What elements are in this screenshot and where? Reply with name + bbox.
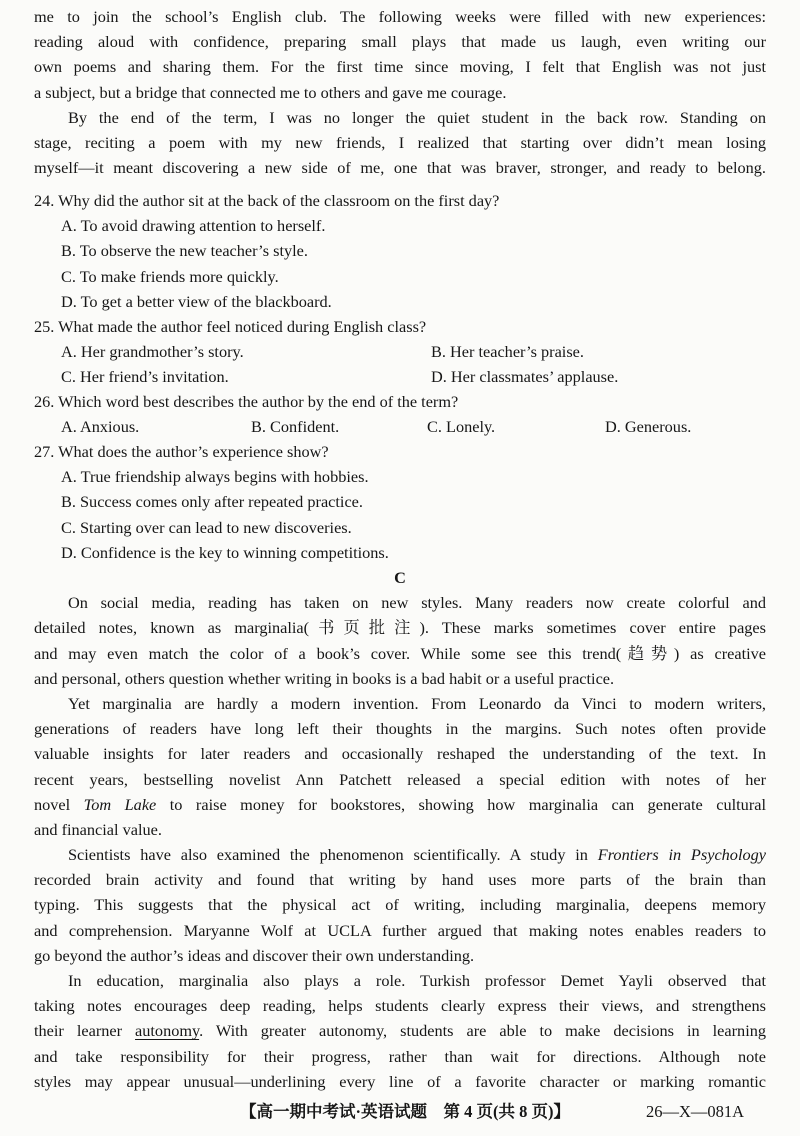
question-stem: 27. What does the author’s experience show?: [34, 442, 329, 461]
option-a: A. To avoid drawing attention to herself.: [61, 216, 326, 236]
passage-line: me to join the school’s English club. The following weeks were filled with new experiences:: [34, 7, 766, 26]
passage-line: On social media, reading has taken on new styles. Many readers now create colorful and: [68, 593, 766, 613]
inline-text: Scientists have also examined the phenomenon scientifically. A study in: [68, 845, 588, 865]
option-d: D. Her classmates’ applause.: [431, 367, 619, 387]
footer-title: 【高一期中考试·英语试题 第 4 页(共 8 页)】: [240, 1102, 570, 1121]
passage-line: [34, 792, 766, 817]
passage-line: taking notes encourages deep reading, helps students clearly express their views, and strengthens: [34, 996, 766, 1016]
passage-b-continuation: [34, 4, 766, 180]
option-b: B. Her teacher’s praise.: [431, 342, 584, 362]
paper-code: 26—X—081A: [646, 1102, 745, 1121]
novel-title: Tom Lake: [83, 794, 157, 814]
option-a: A. Anxious.: [61, 417, 140, 437]
option-a: A. True friendship always begins with hobbies.: [61, 467, 369, 487]
question-27: [34, 439, 766, 565]
inline-text: . With greater autonomy, students are able to make decisions in learning: [199, 1021, 766, 1041]
question-stem: 25. What made the author feel noticed during English class?: [34, 317, 427, 336]
passage-line: reading aloud with confidence, preparing small plays that made us laugh, even writing our: [34, 32, 766, 52]
passage-line: recent years, bestselling novelist Ann Patchett released a special edition with notes of her: [34, 769, 766, 789]
underlined-word: autonomy: [135, 1021, 200, 1041]
option-d: D. Generous.: [605, 417, 692, 437]
passage-line: In education, marginalia also plays a role. Turkish professor Demet Yayli observed that: [68, 971, 766, 990]
passage-line: stage, reciting a poem with my new friends, I realized that starting over didn’t mean losing: [34, 132, 766, 152]
passage-line: generations of readers have long left their thoughts in the margins. Such notes often provide: [34, 719, 766, 739]
option-b: B. Confident.: [251, 417, 340, 437]
passage-line: and may even match the color of a book’s cover. While some see this trend(趋势) as creative: [34, 643, 766, 663]
question-25: [34, 314, 766, 390]
journal-title: Frontiers in Psychology: [597, 845, 766, 865]
passage-line: go beyond the author’s ideas and discover their own understanding.: [34, 945, 475, 965]
question-24: [34, 188, 766, 314]
option-a: A. Her grandmother’s story.: [61, 342, 244, 362]
passage-line: myself—it meant discovering a new side of me, one that was braver, stronger, and ready to belong.: [34, 158, 766, 178]
question-26: [34, 389, 766, 439]
passage-line: and personal, others question whether writing in books is a bad habit or a useful practice.: [34, 668, 615, 688]
passage-line: and financial value.: [34, 819, 162, 839]
passage-line: a subject, but a bridge that connected me to others and gave me courage.: [34, 82, 507, 102]
question-stem: 26. Which word best describes the author by the end of the term?: [34, 392, 459, 411]
section-c: [34, 565, 766, 1094]
passage-line: [34, 842, 766, 867]
option-c: C. Her friend’s invitation.: [61, 367, 229, 387]
option-d: D. Confidence is the key to winning competitions.: [61, 542, 389, 562]
passage-line: typing. This suggests that the physical act of writing, including marginalia, deepens memory: [34, 895, 766, 915]
section-heading: C: [394, 568, 406, 587]
passage-line: own poems and sharing them. For the first time since moving, I felt that English was not just: [34, 57, 766, 77]
passage-line: and take responsibility for their progress, rather than wait for directions. Although note: [34, 1046, 766, 1066]
option-c: C. To make friends more quickly.: [61, 266, 279, 286]
passage-line: and comprehension. Maryanne Wolf at UCLA further argued that making notes enables readers to: [34, 920, 766, 940]
passage-line: detailed notes, known as marginalia(书页批注). These marks sometimes cover entire pages: [34, 618, 766, 638]
option-c: C. Starting over can lead to new discoveries.: [61, 517, 352, 537]
option-c: C. Lonely.: [427, 417, 496, 437]
passage-line: valuable insights for later readers and occasionally reshaped the understanding of the text. In: [34, 744, 766, 764]
page-footer: [0, 1099, 800, 1125]
passage-line: styles may appear unusual—underlining every line of a favorite character or marking romantic: [34, 1071, 766, 1091]
inline-text: novel: [34, 794, 71, 814]
inline-text: to raise money for bookstores, showing how marginalia can generate cultural: [169, 794, 766, 814]
option-b: B. Success comes only after repeated practice.: [61, 492, 363, 512]
passage-line: By the end of the term, I was no longer the quiet student in the back row. Standing on: [68, 107, 766, 127]
option-d: D. To get a better view of the blackboard.: [61, 291, 332, 311]
passage-line: [34, 1018, 766, 1043]
option-b: B. To observe the new teacher’s style.: [61, 241, 308, 261]
inline-text: their learner: [34, 1021, 123, 1041]
passage-line: Yet marginalia are hardly a modern invention. From Leonardo da Vinci to modern writers,: [68, 693, 766, 713]
question-stem: 24. Why did the author sit at the back of the classroom on the first day?: [34, 191, 500, 210]
passage-line: recorded brain activity and found that writing by hand uses more parts of the brain than: [34, 870, 766, 890]
